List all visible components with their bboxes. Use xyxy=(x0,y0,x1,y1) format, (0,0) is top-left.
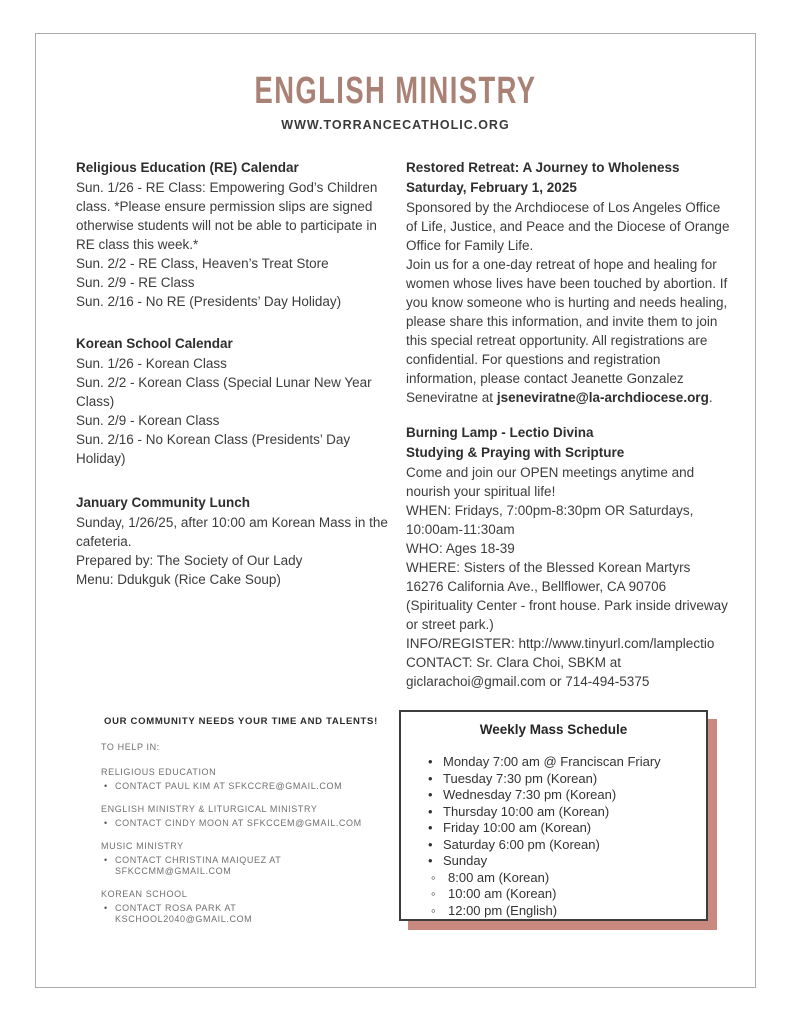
volunteer-group-religious-education xyxy=(101,767,391,792)
section-korean-school xyxy=(76,334,398,468)
page-title: ENGLISH MINISTRY xyxy=(254,70,537,112)
re-calendar-line: Sun. 1/26 - RE Class: Empowering God’s Children class. *Please ensure permission slips are signed otherwise students will not be able to participate in RE class this week.* xyxy=(76,180,378,252)
korean-school-heading: Korean School Calendar xyxy=(76,336,233,351)
mass-schedule-sub-item: ◦ 8:00 am (Korean) xyxy=(431,870,706,887)
korean-school-line: Sun. 2/16 - No Korean Class (Presidents’ Day Holiday) xyxy=(76,432,351,466)
retreat-paragraph: Sponsored by the Archdiocese of Los Angeles Office of Life, Justice, and Peace and the Diocese of Orange Office for Family Life. xyxy=(406,200,730,253)
volunteer-heading: OUR COMMUNITY NEEDS YOUR TIME AND TALENTS! xyxy=(104,716,378,727)
volunteer-group-korean-school xyxy=(101,889,391,925)
korean-school-line: Sun. 2/2 - Korean Class (Special Lunar New Year Class) xyxy=(76,375,372,409)
volunteer-contact: • CONTACT CINDY MOON AT SFKCCEM@GMAIL.COM xyxy=(101,818,391,829)
community-lunch-line: Prepared by: The Society of Our Lady xyxy=(76,553,303,568)
re-calendar-heading: Religious Education (RE) Calendar xyxy=(76,160,299,175)
mass-schedule-item: • Saturday 6:00 pm (Korean) xyxy=(428,837,706,854)
community-lunch-heading: January Community Lunch xyxy=(76,495,251,510)
retreat-paragraph xyxy=(406,255,730,407)
burning-lamp-line: WHEN: Fridays, 7:00pm-8:30pm OR Saturdays, 10:00am-11:30am xyxy=(406,503,694,537)
burning-lamp-line: (Spirituality Center - front house. Park inside driveway or street park.) xyxy=(406,598,728,632)
mass-schedule-heading: Weekly Mass Schedule xyxy=(479,722,628,737)
burning-lamp-heading: Burning Lamp - Lectio Divina xyxy=(406,425,594,440)
burning-lamp-subheading: Studying & Praying with Scripture xyxy=(406,445,625,460)
burning-lamp-contact: CONTACT: Sr. Clara Choi, SBKM at giclarachoi@gmail.com or 714-494-5375 xyxy=(406,655,650,689)
burning-lamp-address: 16276 California Ave., Bellflower, CA 90706 xyxy=(406,579,667,594)
community-lunch-line: Menu: Ddukguk (Rice Cake Soup) xyxy=(76,572,281,587)
volunteer-group-english-ministry xyxy=(101,804,391,829)
korean-school-line: Sun. 2/9 - Korean Class xyxy=(76,413,220,428)
volunteer-group-music-ministry xyxy=(101,841,391,877)
flyer-page xyxy=(35,33,756,988)
burning-lamp-line: WHO: Ages 18-39 xyxy=(406,541,515,556)
volunteer-contact: • CONTACT PAUL KIM AT SFKCCRE@GMAIL.COM xyxy=(101,781,391,792)
section-re-calendar xyxy=(76,158,398,311)
volunteer-group-title: KOREAN SCHOOL xyxy=(101,889,188,899)
re-calendar-line: Sun. 2/2 - RE Class, Heaven’s Treat Store xyxy=(76,256,329,271)
mass-schedule-sunday-sublist xyxy=(431,870,706,920)
section-volunteer xyxy=(101,716,391,937)
mass-schedule-sub-item: ◦ 12:00 pm (English) xyxy=(431,903,706,920)
section-burning-lamp xyxy=(406,423,730,691)
retreat-contact-email: jseneviratne@la-archdiocese.org xyxy=(496,390,709,405)
mass-schedule-list xyxy=(428,754,706,870)
burning-lamp-register-link: INFO/REGISTER: http://www.tinyurl.com/lamplectio xyxy=(406,636,715,651)
burning-lamp-line: Come and join our OPEN meetings anytime and nourish your spiritual life! xyxy=(406,465,695,499)
burning-lamp-line: WHERE: Sisters of the Blessed Korean Martyrs xyxy=(406,560,691,575)
section-restored-retreat xyxy=(406,158,730,407)
mass-schedule-item: • Friday 10:00 am (Korean) xyxy=(428,820,706,837)
retreat-text: . xyxy=(708,390,713,405)
korean-school-line: Sun. 1/26 - Korean Class xyxy=(76,356,227,371)
volunteer-contact: • CONTACT CHRISTINA MAIQUEZ AT SFKCCMM@GMAIL.COM xyxy=(101,855,291,877)
mass-schedule-item: • Monday 7:00 am @ Franciscan Friary xyxy=(428,754,706,771)
mass-schedule-item: • Wednesday 7:30 pm (Korean) xyxy=(428,787,706,804)
site-url: WWW.TORRANCECATHOLIC.ORG xyxy=(281,118,510,132)
section-community-lunch xyxy=(76,493,398,589)
community-lunch-line: Sunday, 1/26/25, after 10:00 am Korean Mass in the cafeteria. xyxy=(76,515,388,549)
mass-schedule-item-sunday: • Sunday xyxy=(428,853,706,870)
weekly-mass-schedule-box xyxy=(399,710,708,921)
volunteer-group-title: ENGLISH MINISTRY & LITURGICAL MINISTRY xyxy=(101,804,318,814)
volunteer-intro: TO HELP IN: xyxy=(101,742,160,752)
volunteer-group-title: MUSIC MINISTRY xyxy=(101,841,184,851)
mass-schedule-item: • Tuesday 7:30 pm (Korean) xyxy=(428,771,706,788)
mass-schedule-sub-item: ◦ 10:00 am (Korean) xyxy=(431,886,706,903)
mass-schedule-item: • Thursday 10:00 am (Korean) xyxy=(428,804,706,821)
retreat-text: Join us for a one-day retreat of hope and healing for women whose lives have been touched by abortion. If you know someone who is hurting and needs healing, please share this information, and invite them to join this special retreat opportunity. All registrations are confidential. For questions and registration information, please contact Jeanette Gonzalez Seneviratne at xyxy=(406,257,728,405)
volunteer-group-title: RELIGIOUS EDUCATION xyxy=(101,767,217,777)
retreat-date: Saturday, February 1, 2025 xyxy=(406,180,577,195)
retreat-heading: Restored Retreat: A Journey to Wholeness xyxy=(406,160,680,175)
re-calendar-line: Sun. 2/16 - No RE (Presidents’ Day Holiday) xyxy=(76,294,342,309)
volunteer-contact: • CONTACT ROSA PARK AT KSCHOOL2040@GMAIL.COM xyxy=(101,903,271,925)
re-calendar-line: Sun. 2/9 - RE Class xyxy=(76,275,195,290)
